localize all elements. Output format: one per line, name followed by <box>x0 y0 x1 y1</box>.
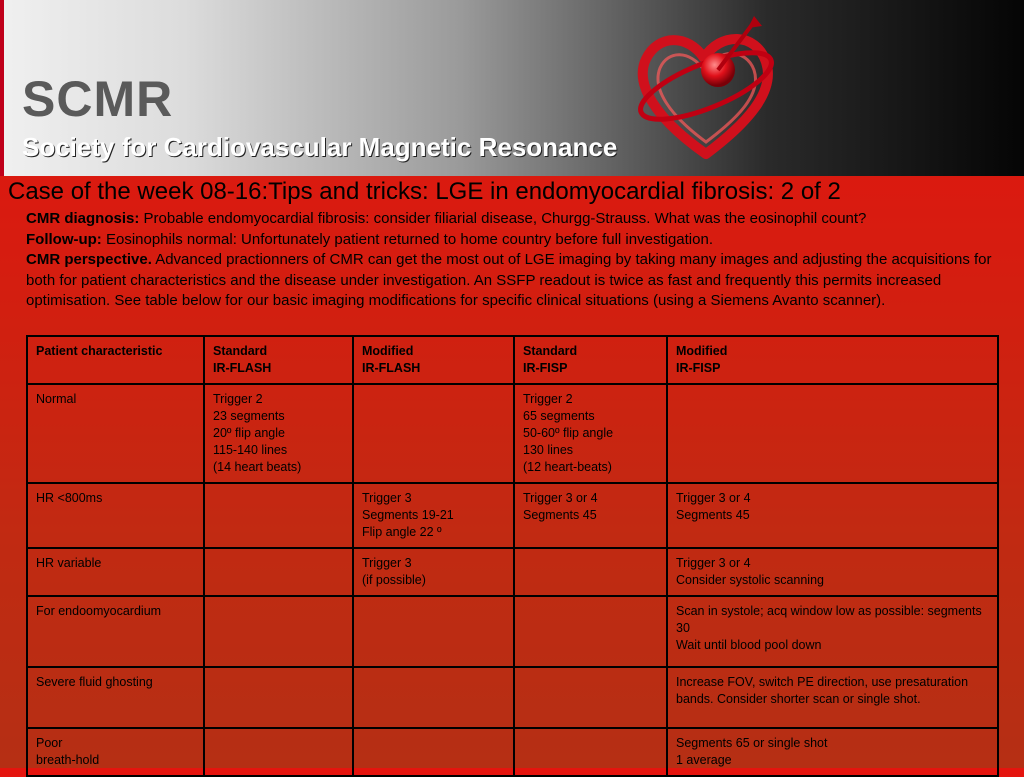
cell-line: Segments 19-21 <box>362 508 454 522</box>
table-cell <box>27 667 204 728</box>
table-row <box>27 384 998 483</box>
table-cell <box>204 667 353 728</box>
table-cell <box>514 548 667 596</box>
table-cell <box>204 483 353 548</box>
cell-line: Trigger 2 <box>523 392 573 406</box>
cell-line: Trigger 3 or 4 <box>523 491 598 505</box>
header-line: IR-FISP <box>523 361 568 375</box>
followup-label: Follow-up: <box>26 230 102 248</box>
table-body <box>27 384 998 776</box>
table-row <box>27 596 998 667</box>
cell-line: (if possible) <box>362 573 426 587</box>
cell-line: Segments 45 <box>676 508 750 522</box>
column-header <box>27 336 204 384</box>
table-row <box>27 728 998 776</box>
cell-line: 115-140 lines <box>213 443 288 457</box>
table-cell <box>667 384 998 483</box>
header-line: Modified <box>362 344 414 358</box>
table-cell <box>667 596 998 667</box>
cell-line: 50-60º flip angle <box>523 426 614 440</box>
table-cell <box>353 728 514 776</box>
cell-line: Normal <box>36 392 77 406</box>
cell-line: Consider systolic scanning <box>676 573 824 587</box>
table-row <box>27 548 998 596</box>
table-row <box>27 483 998 548</box>
table-cell <box>27 548 204 596</box>
table-cell <box>514 728 667 776</box>
table-cell <box>667 667 998 728</box>
column-header <box>353 336 514 384</box>
cell-line: Flip angle 22 º <box>362 525 442 539</box>
table-cell <box>204 596 353 667</box>
header-line: Modified <box>676 344 728 358</box>
column-header <box>204 336 353 384</box>
cell-line: Severe fluid ghosting <box>36 675 153 689</box>
cell-line: Increase FOV, switch PE direction, use presaturation bands. Consider shorter scan or single shot. <box>676 675 969 706</box>
page-title: Case of the week 08-16:Tips and tricks: LGE in endomyocardial fibrosis: 2 of 2 <box>8 178 841 205</box>
table-cell <box>514 384 667 483</box>
cell-line: HR variable <box>36 556 102 570</box>
cell-line: Trigger 3 <box>362 556 412 570</box>
header-line: IR-FLASH <box>213 361 272 375</box>
table-cell <box>27 384 204 483</box>
table-cell <box>667 483 998 548</box>
cell-line: Poor <box>36 736 63 750</box>
table-cell <box>353 667 514 728</box>
header-line: Patient characteristic <box>36 344 163 358</box>
diagnosis-text: Probable endomyocardial fibrosis: consider filiarial disease, Churgg-Strauss. What was the eosinophil count? <box>139 210 867 227</box>
followup-text: Eosinophils normal: Unfortunately patient returned to home country before full investigation. <box>101 230 713 248</box>
cell-line: (12 heart-beats) <box>523 460 612 474</box>
table-cell <box>27 728 204 776</box>
cell-line: Trigger 2 <box>213 392 263 406</box>
cell-line: breath-hold <box>36 753 100 767</box>
table-cell <box>353 548 514 596</box>
cell-line: HR <800ms <box>36 491 103 505</box>
table-cell <box>204 548 353 596</box>
column-header <box>514 336 667 384</box>
perspective-text: Advanced practionners of CMR can get the most out of LGE imaging by taking many images and adjusting the acquisitions for both for patient characteristics and the disease under investigation. An SSFP readout is twice as fast and frequently this permits increased optimisation. See table below for our basic imaging modifications for specific clinical situations (using a Siemens Avanto scanner). <box>26 251 992 309</box>
table-header-row <box>27 336 998 384</box>
cell-line: For endoomyocardium <box>36 604 162 618</box>
table-row <box>27 667 998 728</box>
table-cell <box>514 596 667 667</box>
table-cell <box>667 548 998 596</box>
table-cell <box>353 596 514 667</box>
cell-line: 130 lines <box>523 443 574 457</box>
society-name: Society for Cardiovascular Magnetic Resonance <box>22 132 618 162</box>
table-cell <box>667 728 998 776</box>
cell-line: Trigger 3 or 4 <box>676 556 751 570</box>
table-cell <box>353 483 514 548</box>
banner-edge <box>0 0 4 176</box>
scmr-logo-text: SCMR <box>22 71 174 127</box>
cell-line: 1 average <box>676 753 732 767</box>
cell-line: (14 heart beats) <box>213 460 302 474</box>
header-line: Standard <box>213 344 268 358</box>
cell-line: 20º flip angle <box>213 426 285 440</box>
cell-line: Segments 65 or single shot <box>676 736 828 750</box>
cell-line: Wait until blood pool down <box>676 638 822 652</box>
intro-text <box>26 209 1018 312</box>
heart-logo-icon <box>626 14 786 164</box>
diagnosis-label: CMR diagnosis: <box>26 210 140 227</box>
cell-line: 65 segments <box>523 409 595 423</box>
table-cell <box>353 384 514 483</box>
header-line: Standard <box>523 344 578 358</box>
table-cell <box>204 384 353 483</box>
perspective-label: CMR perspective. <box>26 251 152 268</box>
header-banner <box>0 0 1024 176</box>
cell-line: Segments 45 <box>523 508 597 522</box>
table-cell <box>514 667 667 728</box>
table-cell <box>514 483 667 548</box>
column-header <box>667 336 998 384</box>
cell-line: 23 segments <box>213 409 285 423</box>
table-cell <box>204 728 353 776</box>
header-line: IR-FISP <box>676 361 721 375</box>
header-line: IR-FLASH <box>362 361 421 375</box>
table-cell <box>27 596 204 667</box>
cell-line: Trigger 3 <box>362 491 412 505</box>
protocol-table <box>26 335 999 777</box>
table-cell <box>27 483 204 548</box>
cell-line: Trigger 3 or 4 <box>676 491 751 505</box>
cell-line: Scan in systole; acq window low as possible: segments 30 <box>676 604 982 635</box>
